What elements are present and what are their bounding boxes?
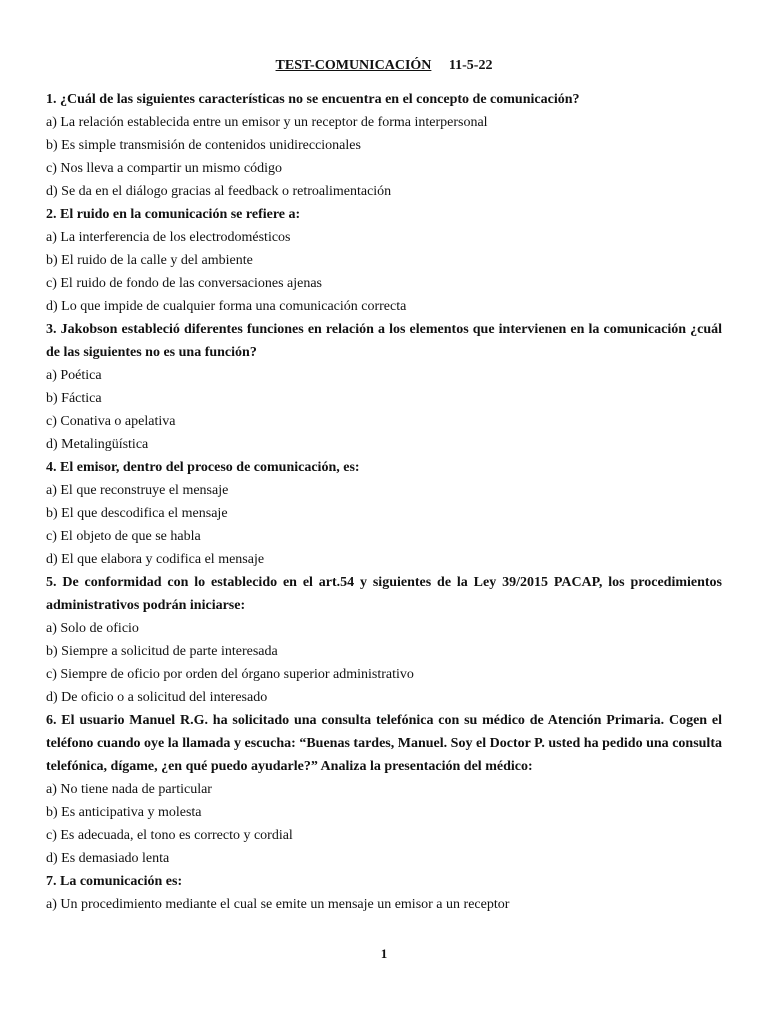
answer-option: d) Lo que impide de cualquier forma una comunicación correcta [46, 299, 407, 314]
answer-option: c) El ruido de fondo de las conversaciones ajenas [46, 276, 323, 291]
answer-option: b) Es anticipativa y molesta [46, 805, 202, 820]
answer-option: a) Solo de oficio [46, 621, 139, 636]
answer-option: d) Se da en el diálogo gracias al feedback o retroalimentación [46, 184, 392, 199]
question-block-4 [46, 456, 722, 571]
answer-option: d) Metalingüística [46, 437, 149, 452]
question-block-6 [46, 709, 722, 870]
question-text: 3. Jakobson estableció diferentes funciones en relación a los elementos que intervienen en la comunicación ¿cuál de las siguientes no es una función? [46, 322, 722, 360]
answer-option: a) La interferencia de los electrodomésticos [46, 230, 291, 245]
page-number: 1 [380, 946, 388, 961]
answer-option: a) Poética [46, 368, 102, 383]
question-block-1 [46, 88, 722, 203]
question-text: 6. El usuario Manuel R.G. ha solicitado una consulta telefónica con su médico de Atención Primaria. Cogen el teléfono cuando oye la llamada y escucha: “Buenas tardes, Manuel. Soy el Doctor P. usted ha pedido una consulta telefónica, dígame, ¿en qué puedo ayudarle?” Analiza la presentación del médico: [46, 713, 722, 774]
question-block-7 [46, 870, 722, 916]
answer-option: d) El que elabora y codifica el mensaje [46, 552, 265, 567]
answer-option: b) El que descodifica el mensaje [46, 506, 228, 521]
question-block-5 [46, 571, 722, 709]
answer-option: d) Es demasiado lenta [46, 851, 170, 866]
answer-option: a) Un procedimiento mediante el cual se emite un mensaje un emisor a un receptor [46, 897, 510, 912]
answer-option: b) Siempre a solicitud de parte interesada [46, 644, 278, 659]
answer-option: a) No tiene nada de particular [46, 782, 212, 797]
answer-option: d) De oficio o a solicitud del interesado [46, 690, 268, 705]
answer-option: b) El ruido de la calle y del ambiente [46, 253, 253, 268]
question-block-3 [46, 318, 722, 456]
answer-option: b) Es simple transmisión de contenidos unidireccionales [46, 138, 361, 153]
answer-option: c) El objeto de que se habla [46, 529, 201, 544]
answer-option: c) Siempre de oficio por orden del órgano superior administrativo [46, 667, 414, 682]
answer-option: c) Nos lleva a compartir un mismo código [46, 161, 282, 176]
question-block-2 [46, 203, 722, 318]
answer-option: b) Fáctica [46, 391, 102, 406]
answer-option: c) Conativa o apelativa [46, 414, 176, 429]
answer-option: a) El que reconstruye el mensaje [46, 483, 229, 498]
answer-option: c) Es adecuada, el tono es correcto y cordial [46, 828, 293, 843]
question-text: 5. De conformidad con lo establecido en el art.54 y siguientes de la Ley 39/2015 PACAP, los procedimientos administrativos podrán iniciarse: [46, 575, 722, 613]
answer-option: a) La relación establecida entre un emisor y un receptor de forma interpersonal [46, 115, 488, 130]
question-text: 4. El emisor, dentro del proceso de comunicación, es: [46, 460, 360, 475]
title-text: TEST-COMUNICACIÓN [275, 58, 432, 73]
question-text: 2. El ruido en la comunicación se refiere a: [46, 207, 301, 222]
question-text: 1. ¿Cuál de las siguientes características no se encuentra en el concepto de comunicación? [46, 92, 580, 107]
document-page [46, 56, 722, 916]
question-text: 7. La comunicación es: [46, 874, 183, 889]
title-date: 11-5-22 [448, 58, 493, 73]
document-title [46, 56, 722, 76]
